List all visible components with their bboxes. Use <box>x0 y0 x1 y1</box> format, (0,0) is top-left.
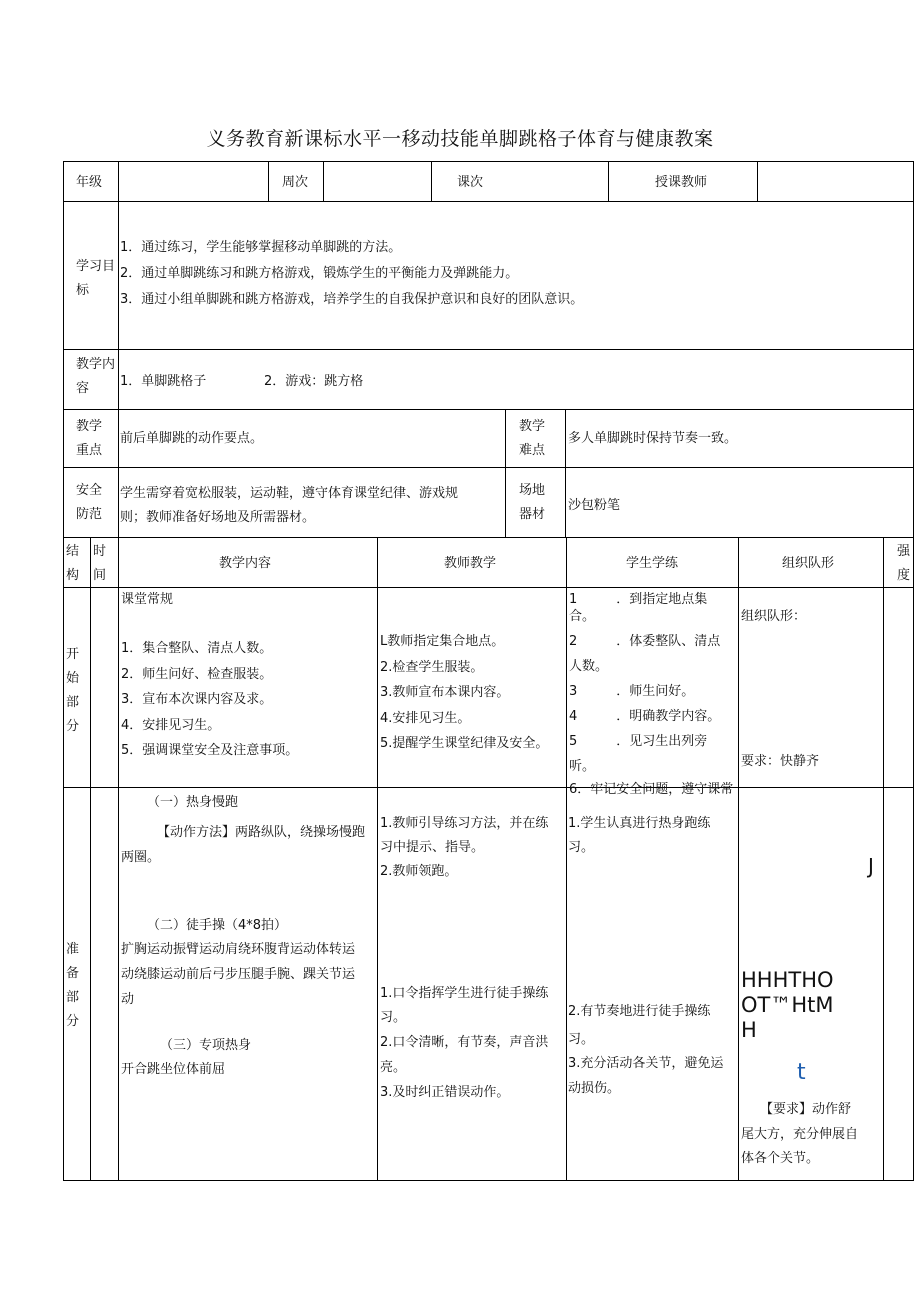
prep-student-b-1: 2.有节奏地进行徒手操练 <box>568 1004 711 1019</box>
prep-teacher-b-4: 亮。 <box>380 1060 407 1075</box>
prep-exercise-3: 动 <box>121 992 135 1007</box>
content-item-2: 2．游戏：跳方格 <box>264 374 364 389</box>
start-student-list <box>567 590 737 797</box>
focus-label-1: 教学 <box>76 419 103 434</box>
venue-label-2: 器材 <box>519 507 546 522</box>
list-item: 合。 <box>569 609 596 624</box>
list-item: 6．牢记安全问题，遵守课常 <box>569 782 734 797</box>
col-student: 学生学练 <box>626 556 679 571</box>
prep-warmup-method-1: 【动作方法】两路纵队，绕操场慢跑 <box>157 825 366 840</box>
safety-value-1: 学生需穿着宽松服装，运动鞋，遵守体育课堂纪律、游戏规 <box>120 486 459 501</box>
prep-teacher-b-3: 2.口令清晰，有节奏，声音洪 <box>380 1035 549 1050</box>
list-item: 5 ．见习生出列旁 <box>569 734 708 749</box>
teacher-label: 授课教师 <box>655 175 708 190</box>
prep-student-a-1: 1.学生认真进行热身跑练 <box>568 816 711 831</box>
prep-student-b-4: 动损伤。 <box>568 1081 621 1096</box>
col-content: 教学内容 <box>219 556 272 571</box>
list-item: 3 ．师生问好。 <box>569 684 695 699</box>
list-item: 4 ．明确教学内容。 <box>569 709 721 724</box>
col-structure: 结构 <box>66 544 80 583</box>
page-title: 义务教育新课标水平一移动技能单脚跳格子体育与健康教案 <box>206 128 714 150</box>
start-content-list <box>121 636 375 764</box>
list-item: 1．集合整队、清点人数。 <box>121 641 273 656</box>
list-item: 3．宣布本次课内容及求。 <box>121 692 273 707</box>
list-item: 4.安排见习生。 <box>380 710 471 726</box>
safety-label-1: 安全 <box>76 483 103 498</box>
difficulty-value: 多人单脚跳时保持节奏一致。 <box>568 431 738 446</box>
list-item: 2.检查学生服装。 <box>380 659 484 675</box>
col-time: 时间 <box>93 544 107 583</box>
prep-warmup-title: （一）热身慢跑 <box>147 795 239 810</box>
week-label: 周次 <box>282 175 309 190</box>
list-item: 听。 <box>569 759 596 774</box>
objective-item: 2．通过单脚跳练习和跳方格游戏，锻炼学生的平衡能力及弹跳能力。 <box>120 266 519 281</box>
objective-item: 1．通过练习，学生能够掌握移动单脚跳的方法。 <box>120 240 402 255</box>
prep-student-b-2: 习。 <box>568 1032 595 1047</box>
venue-label-1: 场地 <box>519 483 546 498</box>
start-part-label: 开始部分 <box>66 647 80 734</box>
start-org-requirement: 要求：快静齐 <box>741 754 820 769</box>
prep-teacher-b-1: 1.口令指挥学生进行徒手操练 <box>380 986 549 1001</box>
org-mark-j: J <box>868 854 874 878</box>
list-item: 1 ．到指定地点集 <box>569 592 708 607</box>
col-teacher: 教师教学 <box>444 556 497 571</box>
focus-value: 前后单脚跳的动作要点。 <box>120 431 264 446</box>
prep-part-label: 准备部分 <box>66 942 80 1029</box>
objective-item: 3．通过小组单脚跳和跳方格游戏，培养学生的自我保护意识和良好的团队意识。 <box>120 292 584 307</box>
list-item: L教师指定集合地点。 <box>380 634 505 649</box>
org-formation-line-3: H <box>741 1018 757 1042</box>
prep-org-requirement-1: 【要求】动作舒 <box>760 1102 852 1117</box>
list-item: 人数。 <box>569 659 609 674</box>
list-item: 2．师生问好、检查服装。 <box>121 666 273 682</box>
objectives-label-2: 标 <box>76 283 90 298</box>
content-label-2: 容 <box>76 381 90 396</box>
lesson-label: 课次 <box>457 175 484 190</box>
difficulty-label-2: 难点 <box>519 443 546 458</box>
org-formation-line-2: OT™HtM <box>741 993 834 1017</box>
list-item: 5．强调课堂安全及注意事项。 <box>121 743 299 758</box>
prep-teacher-a-3: 2.教师领跑。 <box>380 864 458 879</box>
venue-value: 沙包粉笔 <box>568 498 621 513</box>
list-item: 5.提醒学生课堂纪律及安全。 <box>380 736 549 751</box>
start-org-label: 组织队形： <box>741 609 807 624</box>
col-organization: 组织队形 <box>782 556 835 571</box>
prep-exercise-title: （二）徒手操（4*8拍） <box>147 918 288 933</box>
difficulty-label-1: 教学 <box>519 419 546 434</box>
prep-special-item: 开合跳坐位体前屈 <box>121 1062 226 1077</box>
safety-label-2: 防范 <box>76 507 103 522</box>
prep-teacher-b-5: 3.及时纠正错误动作。 <box>380 1085 510 1100</box>
prep-teacher-b-2: 习。 <box>380 1010 407 1025</box>
list-item: 2 ．体委整队、清点 <box>569 634 721 649</box>
objectives-label-1: 学习目 <box>76 259 116 274</box>
prep-student-a-2: 习。 <box>568 840 595 855</box>
list-item: 3.教师宣布本课内容。 <box>380 685 510 700</box>
prep-exercise-1: 扩胸运动振臂运动肩绕环腹背运动体转运 <box>121 942 356 957</box>
org-formation-line-1: HHHTHO <box>741 968 834 992</box>
prep-teacher-a-1: 1.教师引导练习方法，并在练 <box>380 816 549 831</box>
list-item: 4．安排见习生。 <box>121 717 221 733</box>
safety-value-2: 则；教师准备好场地及所需器材。 <box>120 510 316 525</box>
prep-org-requirement-2: 尾大方，充分伸展自 <box>741 1127 859 1142</box>
start-teacher-list <box>380 629 565 757</box>
prep-warmup-method-2: 两圈。 <box>121 850 161 865</box>
start-content-title: 课堂常规 <box>121 592 174 607</box>
grade-label: 年级 <box>76 175 103 190</box>
prep-exercise-2: 动绕膝运动前后弓步压腿手腕、踝关节运 <box>121 967 356 982</box>
prep-org-requirement-3: 体各个关节。 <box>741 1151 820 1166</box>
focus-label-2: 重点 <box>76 443 103 458</box>
prep-teacher-a-2: 习中提示、指导。 <box>380 840 485 855</box>
content-item-1: 1．单脚跳格子 <box>120 374 207 389</box>
prep-special-title: （三）专项热身 <box>160 1038 252 1053</box>
col-intensity: 强度 <box>897 544 911 583</box>
org-mark-t: t <box>797 1060 806 1085</box>
prep-student-b-3: 3.充分活动各关节，避免运 <box>568 1056 724 1071</box>
content-label-1: 教学内 <box>76 357 116 372</box>
